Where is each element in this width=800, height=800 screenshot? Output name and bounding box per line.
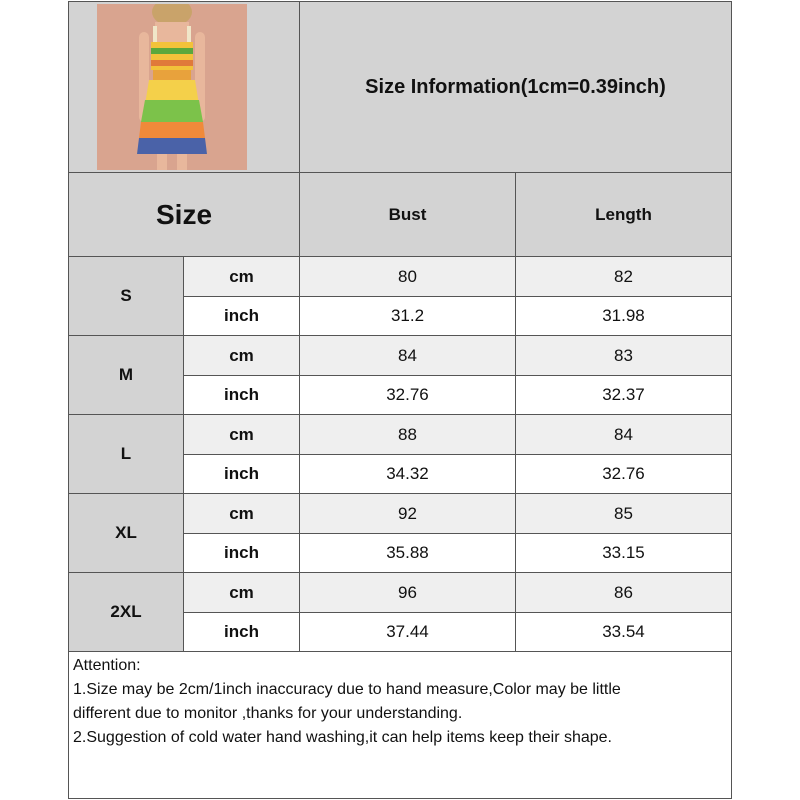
notes-heading: Attention:: [73, 657, 141, 674]
length-column-header: Length: [516, 173, 732, 257]
length-inch-value: 33.15: [516, 534, 732, 573]
bust-inch-value: 31.2: [300, 297, 516, 336]
unit-cm: cm: [184, 494, 300, 534]
unit-cm: cm: [184, 257, 300, 297]
size-label-s: S: [68, 257, 184, 336]
length-cm-value: 83: [516, 336, 732, 376]
bust-cm-value: 88: [300, 415, 516, 455]
unit-cm: cm: [184, 415, 300, 455]
length-inch-value: 32.37: [516, 376, 732, 415]
attention-notes: [68, 652, 732, 799]
dress-photo: [97, 4, 247, 170]
bust-cm-value: 96: [300, 573, 516, 613]
page-title: Size Information(1cm=0.39inch): [365, 75, 666, 98]
length-cm-value: 85: [516, 494, 732, 534]
length-inch-value: 31.98: [516, 297, 732, 336]
unit-cm: cm: [184, 336, 300, 376]
length-cm-value: 82: [516, 257, 732, 297]
bust-cm-value: 80: [300, 257, 516, 297]
unit-cm: cm: [184, 573, 300, 613]
unit-inch: inch: [184, 297, 300, 336]
unit-inch: inch: [184, 613, 300, 652]
bust-column-header: Bust: [300, 173, 516, 257]
size-info-title-cell: [300, 1, 732, 173]
length-cm-value: 86: [516, 573, 732, 613]
bust-inch-value: 34.32: [300, 455, 516, 494]
size-label-2xl: 2XL: [68, 573, 184, 652]
unit-inch: inch: [184, 534, 300, 573]
unit-inch: inch: [184, 376, 300, 415]
size-column-header: Size: [68, 173, 300, 257]
bust-cm-value: 92: [300, 494, 516, 534]
notes-line-2: different due to monitor ,thanks for your understanding.: [73, 705, 463, 722]
bust-inch-value: 35.88: [300, 534, 516, 573]
length-inch-value: 33.54: [516, 613, 732, 652]
bust-cm-value: 84: [300, 336, 516, 376]
notes-line-1: 1.Size may be 2cm/1inch inaccuracy due to hand measure,Color may be little: [73, 681, 621, 698]
unit-inch: inch: [184, 455, 300, 494]
bust-inch-value: 32.76: [300, 376, 516, 415]
length-cm-value: 84: [516, 415, 732, 455]
size-label-xl: XL: [68, 494, 184, 573]
length-inch-value: 32.76: [516, 455, 732, 494]
bust-inch-value: 37.44: [300, 613, 516, 652]
size-label-m: M: [68, 336, 184, 415]
size-label-l: L: [68, 415, 184, 494]
product-photo-cell: [68, 1, 300, 173]
notes-line-3: 2.Suggestion of cold water hand washing,it can help items keep their shape.: [73, 729, 612, 746]
